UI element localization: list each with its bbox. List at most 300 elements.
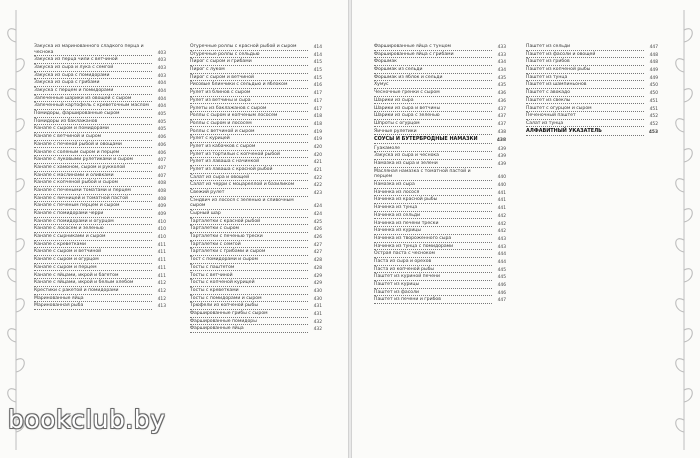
toc-entry	[374, 190, 506, 197]
toc-entry	[526, 75, 658, 82]
toc-entry-page: 440	[497, 183, 506, 189]
toc-entry-title: Канапе с печеными томатами и перцем	[34, 188, 152, 195]
toc-entry-page: 410	[157, 219, 166, 225]
toc-entry-title: Закуска из сыра с грибами	[34, 80, 152, 87]
toc-entry	[34, 142, 166, 149]
toc-entry-page: 418	[313, 121, 322, 127]
toc-entry-page: 447	[649, 45, 658, 50]
toc-entry-page: 449	[649, 75, 658, 81]
toc-entry	[34, 157, 166, 164]
toc-entry-page: 424	[313, 212, 322, 218]
toc-entry	[34, 134, 166, 141]
toc-entry	[34, 303, 166, 310]
toc-entry-title: Салат из тунца	[526, 121, 644, 128]
toc-entry-page: 434	[497, 60, 506, 66]
toc-entry-page: 429	[313, 273, 322, 279]
toc-entry-page: 436	[497, 98, 506, 104]
toc-entry-page: 433	[497, 52, 506, 58]
toc-entry-page: 443	[497, 244, 506, 250]
toc-entry-page: 442	[497, 221, 506, 227]
toc-entry-page: 421	[313, 168, 322, 173]
toc-entry-title: Канапе с сыром и помидорами	[34, 126, 152, 133]
toc-entry-page: 406	[157, 142, 166, 148]
toc-entry	[190, 98, 322, 105]
toc-entry	[190, 190, 322, 197]
toc-entry	[190, 175, 322, 182]
toc-entry-title: Тарталетки с печенью трески	[190, 234, 308, 241]
toc-entry-title: Канапе с маслинами и оливками	[34, 173, 152, 180]
toc-entry-title: Намазка из сыра	[374, 182, 492, 189]
toc-entry	[190, 67, 322, 74]
toc-entry-page: 414	[313, 45, 322, 50]
toc-entry-page: 404	[157, 104, 166, 110]
toc-entry-page: 417	[313, 106, 322, 112]
toc-entry-page: 427	[313, 250, 322, 256]
toc-entry	[34, 65, 166, 72]
toc-entry-page: 445	[497, 275, 506, 281]
toc-entry	[190, 288, 322, 295]
toc-entry-page: 441	[497, 190, 506, 196]
toc-entry	[374, 205, 506, 212]
toc-entry-page: 415	[313, 75, 322, 81]
toc-entry-page: 431	[313, 311, 322, 317]
toc-entry-page: 413	[157, 304, 166, 310]
toc-entry	[374, 197, 506, 204]
toc-entry-title: Пирог с сыром и грибами	[190, 59, 308, 66]
toc-entry	[34, 188, 166, 195]
toc-entry-title: Паштет из фасоли	[374, 290, 492, 297]
toc-entry-title: Рисовые блинчики с сельдью и яблоком	[190, 82, 308, 89]
toc-entry-title: Яичные рулетики	[374, 129, 492, 136]
toc-entry-title: Запеченный картофель с креветочным маслом	[34, 103, 152, 110]
floral-ornament-right	[671, 10, 697, 450]
toc-entry-title: Канапе с сырниками и сыром	[34, 234, 152, 241]
toc-entry	[374, 75, 506, 82]
toc-entry-title: Закуска из перца чили с ветчиной	[34, 57, 152, 64]
toc-entry-title: Помидоры из баклажанов	[34, 119, 152, 126]
toc-entry	[190, 249, 322, 256]
toc-entry-page: 408	[157, 196, 166, 202]
toc-entry-title: Начинка из твороженного сыра	[374, 236, 492, 243]
toc-entry	[34, 242, 166, 249]
toc-entry-title: Канапе с креветками	[34, 242, 152, 249]
toc-entry-page: 435	[497, 75, 506, 81]
toc-entry	[34, 296, 166, 303]
toc-entry-title: Сырный шар	[190, 211, 308, 218]
toc-entry-title: Паштет из тунца	[526, 75, 644, 82]
toc-entry	[34, 219, 166, 226]
toc-entry	[190, 326, 322, 333]
toc-entry-title: Паштет из сельди	[526, 44, 644, 51]
toc-entry-title: Крестики с ракетой и помидорами	[34, 288, 152, 295]
toc-entry-page: 448	[649, 52, 658, 58]
toc-entry-page: 406	[157, 135, 166, 141]
toc-entry	[34, 73, 166, 80]
site-watermark: bookclub.by	[8, 405, 166, 434]
toc-entry-page: 430	[313, 288, 322, 294]
toc-entry-page: 428	[313, 258, 322, 264]
toc-entry-page: 440	[497, 175, 506, 181]
toc-entry-page: 435	[497, 83, 506, 89]
toc-entry	[374, 236, 506, 243]
toc-column-1	[34, 44, 166, 311]
toc-section-heading	[526, 129, 658, 136]
toc-entry-page: 420	[313, 144, 322, 150]
toc-entry-title: Канапе с луковыми рулетиками и сыром	[34, 157, 152, 164]
toc-entry-page: 441	[497, 206, 506, 212]
toc-entry-page: 411	[157, 258, 166, 264]
toc-entry-page: 446	[497, 290, 506, 296]
toc-entry-title: Тосты с паштетом	[190, 265, 308, 272]
toc-entry-page: 404	[157, 89, 166, 95]
toc-entry-page: 417	[313, 91, 322, 97]
toc-entry-title: Сэндвич из лосося с зеленью и сливочным сыром	[190, 198, 308, 210]
toc-entry-page: 418	[313, 114, 322, 120]
toc-entry	[526, 106, 658, 113]
toc-entry-title: Паштет из грибов	[526, 59, 644, 66]
toc-entry-page: 449	[649, 68, 658, 74]
toc-entry	[34, 180, 166, 187]
toc-entry-title: Шарики из сыра	[374, 98, 492, 105]
toc-entry-page: 442	[497, 229, 506, 235]
toc-entry-title: Роллы с ветчиной и сыром	[190, 129, 308, 136]
toc-entry-title: Паштет из свеклы	[526, 98, 644, 105]
toc-entry-page: 406	[157, 150, 166, 156]
toc-entry	[526, 90, 658, 97]
toc-entry-title: Начинка из тунца с помидорами	[374, 244, 492, 251]
toc-entry-title: СОУСЫ И БУТЕРБРОДНЫЕ НАМАЗКИ	[374, 137, 492, 144]
toc-entry-page: 407	[157, 158, 166, 164]
toc-entry-title: Маринованная рыба	[34, 303, 152, 310]
toc-entry-page: 408	[157, 188, 166, 194]
toc-entry-page: 450	[649, 91, 658, 97]
toc-entry-title: Салат из сыра и овощей	[190, 175, 308, 182]
toc-entry	[34, 196, 166, 203]
toc-entry-page: 432	[313, 319, 322, 325]
toc-entry-page: 451	[649, 106, 658, 112]
toc-entry-page: 408	[157, 181, 166, 187]
toc-entry-page: 425	[313, 219, 322, 225]
toc-entry-title: Паста из сыра и орехов	[374, 259, 492, 266]
toc-entry-page: 421	[313, 160, 322, 166]
toc-entry	[526, 113, 658, 120]
toc-entry-page: 412	[157, 288, 166, 294]
toc-entry	[190, 257, 322, 264]
toc-entry	[374, 161, 506, 168]
toc-entry	[374, 182, 506, 189]
toc-entry-title: Тосты с ветчиной	[190, 273, 308, 280]
toc-entry-title: Начинка из сельди	[374, 213, 492, 220]
toc-entry	[34, 211, 166, 218]
toc-entry	[526, 67, 658, 74]
toc-entry-page: 404	[157, 81, 166, 87]
toc-entry-page: 424	[313, 204, 322, 210]
toc-entry-title: Рулет из лаваша с начинкой	[190, 159, 308, 166]
toc-entry-title: Паста из копченой рыбы	[374, 267, 492, 274]
toc-entry	[190, 182, 322, 189]
toc-entry-title: Тарталетки с грибами и сыром	[190, 249, 308, 256]
toc-entry	[34, 111, 166, 118]
toc-entry-title: Канапе с копченой рыбой и сыром	[34, 180, 152, 187]
toc-entry	[34, 273, 166, 280]
toc-entry-page: 411	[157, 250, 166, 256]
toc-entry	[34, 173, 166, 180]
toc-entry-title: Закуска из сыра с помидорами	[34, 73, 152, 80]
toc-entry-page: 420	[313, 152, 322, 158]
toc-entry	[34, 119, 166, 126]
toc-entry-title: Огуречные роллы с сельдью	[190, 52, 308, 59]
toc-entry	[190, 242, 322, 249]
toc-entry	[34, 257, 166, 264]
toc-entry	[190, 219, 322, 226]
toc-entry-title: Трюфели из копченой рыбы	[190, 303, 308, 310]
toc-entry-page: 427	[313, 242, 322, 248]
toc-column-3	[374, 44, 506, 305]
toc-entry	[526, 121, 658, 128]
toc-entry-page: 409	[157, 204, 166, 210]
toc-entry-title: Канапе с яичницей и томатной пастой	[34, 196, 152, 203]
toc-entry	[190, 113, 322, 120]
toc-entry-title: Свежий рулет	[190, 190, 308, 197]
toc-entry	[374, 228, 506, 235]
toc-entry-title: Рулет из блинов с сыром	[190, 90, 308, 97]
toc-entry-page: 432	[313, 327, 322, 333]
toc-entry-page: 450	[649, 83, 658, 89]
toc-entry-title: Канапе с яйцами, икрой и багетом	[34, 273, 152, 280]
toc-entry-title: Начинка из красной рыбы	[374, 197, 492, 204]
toc-entry	[34, 88, 166, 95]
toc-entry-title: Канапе с печеной рыбой и овощами	[34, 142, 152, 149]
toc-entry-title: Острая паста с чесноком	[374, 251, 492, 258]
toc-entry	[34, 165, 166, 172]
toc-entry-title: Закуска из сыра и лука с семгой	[34, 65, 152, 72]
toc-entry	[374, 98, 506, 105]
toc-entry-title: Паштет с огурцом и сыром	[526, 106, 644, 113]
toc-entry	[34, 288, 166, 295]
toc-entry	[374, 251, 506, 258]
toc-entry-title: Канапе с хамоном, сыром и рукколой	[34, 165, 152, 172]
toc-entry-page: 403	[157, 65, 166, 71]
toc-entry	[34, 126, 166, 133]
toc-entry-page: 451	[649, 98, 658, 104]
toc-entry-page: 453	[648, 130, 658, 136]
toc-entry-page: 444	[497, 252, 506, 258]
toc-entry	[374, 44, 506, 51]
toc-entry	[190, 159, 322, 166]
toc-entry-page: 429	[313, 281, 322, 287]
toc-entry	[190, 296, 322, 303]
toc-entry-title: Печеночный паштет	[526, 113, 644, 120]
toc-entry-title: Фаршированные грибы с сыром	[190, 311, 308, 318]
toc-entry	[374, 121, 506, 128]
toc-entry-page: 444	[497, 259, 506, 265]
toc-entry-page: 431	[313, 304, 322, 310]
toc-entry-page: 439	[497, 162, 506, 168]
toc-entry-title: Пирог с луком	[190, 67, 308, 74]
toc-entry-page: 422	[313, 183, 322, 189]
toc-entry	[374, 153, 506, 160]
toc-entry-title: Канапе с сыром и перцем	[34, 265, 152, 272]
toc-entry	[190, 129, 322, 136]
toc-entry	[190, 136, 322, 143]
toc-entry-page: 422	[313, 175, 322, 181]
toc-entry-title: Хумус	[374, 82, 492, 89]
toc-entry-title: Канапе с яйцами, икрой и белым хлебом	[34, 280, 152, 287]
toc-entry-title: Тарталетки с семгой	[190, 242, 308, 249]
toc-entry	[190, 198, 322, 210]
toc-entry	[374, 113, 506, 120]
toc-entry-page: 411	[157, 273, 166, 279]
toc-entry	[374, 259, 506, 266]
toc-entry-title: Маринованные яйца	[34, 296, 152, 303]
toc-entry	[34, 280, 166, 287]
toc-entry-title: Тарталетки с красной рыбой	[190, 219, 308, 226]
toc-entry-page: 403	[157, 73, 166, 79]
toc-section-heading	[374, 137, 506, 144]
toc-entry-title: Фаршированные яйца	[190, 326, 308, 333]
floral-ornament-left	[3, 10, 29, 450]
right-page	[352, 0, 700, 458]
toc-entry-page: 411	[157, 242, 166, 248]
toc-entry-page: 436	[497, 91, 506, 97]
toc-entry-title: Пирог с сыром и ветчиной	[190, 75, 308, 82]
toc-entry	[34, 96, 166, 103]
toc-entry	[190, 75, 322, 82]
toc-entry-page: 404	[157, 96, 166, 102]
toc-entry-title: Паштет из фасоли и овощей	[526, 52, 644, 59]
toc-entry-page: 426	[313, 227, 322, 233]
toc-entry-title: Фаршированные помидоры	[190, 319, 308, 326]
toc-entry-title: Паштет из курицы	[374, 282, 492, 289]
toc-entry-title: Чесночные гренки с сыром	[374, 90, 492, 97]
toc-entry	[526, 98, 658, 105]
toc-entry	[34, 44, 166, 56]
toc-entry	[374, 52, 506, 59]
toc-entry	[190, 167, 322, 174]
toc-entry	[374, 59, 506, 66]
toc-entry	[34, 249, 166, 256]
toc-entry-title: Канапе с лососем и зеленью	[34, 226, 152, 233]
toc-entry	[374, 169, 506, 181]
toc-entry	[374, 67, 506, 74]
toc-entry-title: Масляная намазка с томатной пастой и перцем	[374, 169, 492, 181]
toc-entry-title: Канапе с помидорами черри	[34, 211, 152, 218]
toc-entry-title: Тосты с копченой курицей	[190, 280, 308, 287]
toc-entry-page: 446	[497, 283, 506, 289]
toc-entry-title: Рулет из ветчины и сыра	[190, 98, 308, 105]
toc-entry-title: Тост с помидорами и сыром	[190, 257, 308, 264]
toc-entry	[34, 80, 166, 87]
toc-entry	[190, 59, 322, 66]
toc-entry-title: Канапе с соленым сыром и перцем	[34, 150, 152, 157]
toc-entry-title: Рулет из кабачков с сыром	[190, 144, 308, 151]
toc-entry-page: 445	[497, 267, 506, 273]
toc-entry-page: 416	[313, 83, 322, 89]
toc-entry-title: АЛФАВИТНЫЙ УКАЗАТЕЛЬ	[526, 129, 644, 136]
toc-entry-page: 452	[649, 114, 658, 120]
toc-entry-page: 415	[313, 68, 322, 74]
toc-entry-title: Закуска из сыра и чеснока	[374, 153, 492, 160]
toc-entry-title: Закуска с перцем и помидорами	[34, 88, 152, 95]
toc-entry	[526, 52, 658, 59]
toc-entry-page: 412	[157, 296, 166, 302]
toc-entry-page: 439	[497, 146, 506, 152]
toc-entry-page: 426	[313, 235, 322, 241]
toc-entry-page: 452	[649, 121, 658, 127]
toc-entry-page: 403	[157, 50, 166, 56]
toc-column-4	[526, 44, 658, 138]
toc-entry	[190, 234, 322, 241]
toc-entry-title: Рулет с курицей	[190, 136, 308, 143]
toc-entry-page: 410	[157, 235, 166, 241]
toc-entry	[34, 103, 166, 110]
toc-entry-title: Роллы с сыром и лососем	[190, 121, 308, 128]
toc-entry-page: 434	[497, 68, 506, 74]
toc-entry-title: Намазка из сыра и зелени	[374, 161, 492, 168]
toc-entry	[190, 226, 322, 233]
toc-entry-page: 415	[313, 60, 322, 66]
toc-entry-page: 410	[157, 227, 166, 233]
toc-entry-title: Паштет из шампиньонов	[526, 82, 644, 89]
toc-entry	[190, 44, 322, 51]
toc-entry-title: Роллы с сыром и копченым лососем	[190, 113, 308, 120]
toc-entry-title: Паштет из куриной печени	[374, 274, 492, 281]
toc-entry-title: Тарталетки с сыром	[190, 226, 308, 233]
toc-entry-title: Шарики из сыра с зеленью	[374, 113, 492, 120]
toc-entry	[34, 150, 166, 157]
toc-entry	[34, 234, 166, 241]
toc-entry-title: Тосты с помидорами и сыром	[190, 296, 308, 303]
toc-entry	[190, 319, 322, 326]
toc-entry	[526, 59, 658, 66]
toc-entry	[526, 44, 658, 51]
toc-entry	[34, 265, 166, 272]
toc-entry	[190, 152, 322, 159]
toc-entry-title: Начинка из тунца	[374, 205, 492, 212]
toc-entry-title: Паштет из копченой рыбы	[526, 67, 644, 74]
toc-entry	[190, 265, 322, 272]
toc-entry-page: 407	[157, 173, 166, 179]
toc-entry-page: 438	[497, 129, 506, 135]
toc-entry	[526, 82, 658, 89]
toc-entry	[374, 106, 506, 113]
toc-entry	[34, 226, 166, 233]
toc-entry-title: Огуречные роллы с красной рыбой и сыром	[190, 44, 308, 51]
toc-entry	[374, 90, 506, 97]
toc-entry-page: 419	[313, 137, 322, 143]
toc-entry-title: Запеченные шарики из овощей с сыром	[34, 96, 152, 103]
toc-entry-title: Фаршированные яйца с тунцом	[374, 44, 492, 51]
toc-entry-page: 438	[496, 138, 506, 144]
toc-entry-title: Фаршированные яйца с грибами	[374, 52, 492, 59]
toc-entry	[374, 244, 506, 251]
toc-entry	[190, 52, 322, 59]
toc-entry	[374, 297, 506, 304]
toc-entry-page: 447	[497, 298, 506, 304]
toc-entry-page: 419	[313, 129, 322, 135]
toc-entry-title: Салат из черри с моцареллой и базиликом	[190, 182, 308, 189]
toc-entry	[190, 144, 322, 151]
toc-entry	[374, 213, 506, 220]
toc-entry-page: 405	[157, 127, 166, 133]
toc-entry-page: 439	[497, 154, 506, 160]
toc-entry	[374, 221, 506, 228]
toc-entry-title: Гуакамоле	[374, 146, 492, 153]
toc-entry-title: Помидоры, фаршированные сыром	[34, 111, 152, 118]
toc-entry-page: 448	[649, 60, 658, 66]
toc-entry-page: 430	[313, 296, 322, 302]
toc-entry	[190, 90, 322, 97]
